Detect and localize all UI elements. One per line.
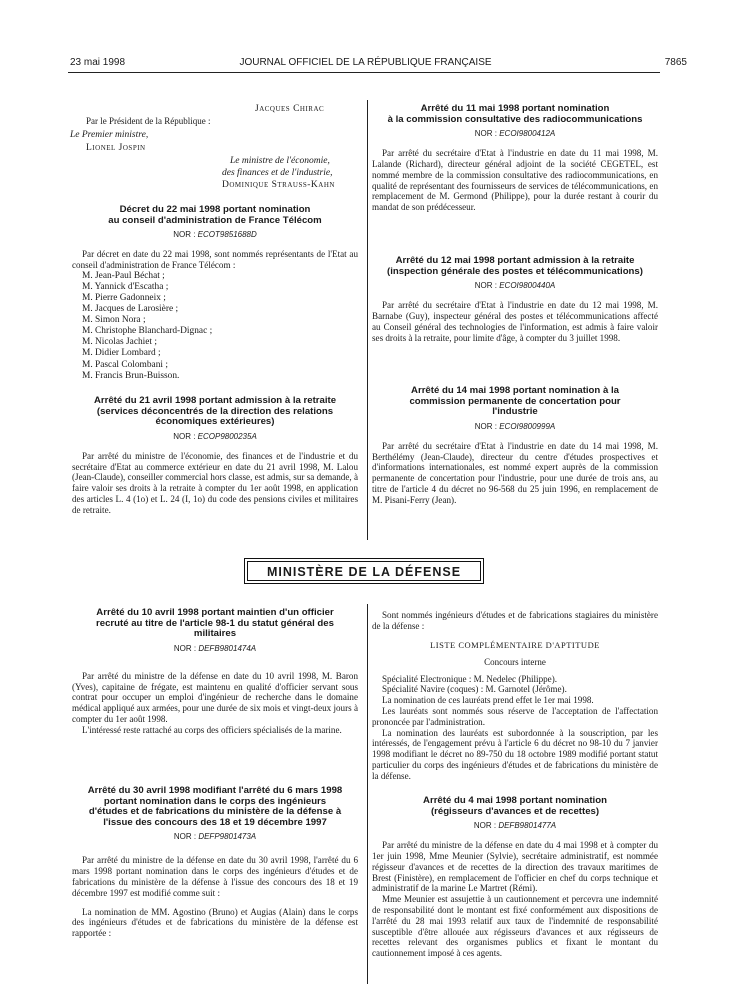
signature-president: Jacques Chirac <box>255 104 325 114</box>
arrete12-text: Par arrêté du secrétaire d'Etat à l'industrie en date du 12 mai 1998, M. Barnabe (Guy), inspecteur général des postes et télécommunications affecté au Conseil général des technologies de l'information, est admis à faire valoir ses droits à la retraite, pour limite d'âge, à compter du 3 juillet 1998. <box>372 300 658 343</box>
nor-code: DEFP9801473A <box>198 832 257 842</box>
header-page-number: 7865 <box>664 57 687 68</box>
arrete12-nor <box>372 281 658 290</box>
signature-minister-title-1: Le ministre de l'économie, <box>230 156 330 166</box>
liste-complementaire-heading: LISTE COMPLÉMENTAIRE D'APTITUDE <box>430 639 600 650</box>
arrete4-text-1: Par arrêté du ministre de la défense en date du 4 mai 1998 et à compter du 1er juin 1998, Mme Meunier (Sylvie), secrétaire administratif, est nommée régisseur d'avances et de recettes de la direction des travaux maritimes de Brest (Finistère), en remplacement de l'officier en chef du corps technique et administratif de la marine Le Martret (Rémi). <box>372 840 658 894</box>
arrete10-title-3: militaires <box>193 628 237 640</box>
arrete11-title-2: à la commission consultative des radiocommunications <box>387 113 643 125</box>
decret-title-1: Décret du 22 mai 1998 portant nomination <box>119 204 311 215</box>
arrete14-title-3: l'industrie <box>492 406 538 418</box>
arrete30-title-3: d'études et de fabrications du ministère de la défense à <box>88 806 342 818</box>
member-item: M. Simon Nora ; <box>82 315 146 326</box>
arrete30-text-2: La nomination de MM. Agostino (Bruno) et Augias (Alain) dans le corps des ingénieurs d'études et de fabrications du ministère de la défense est rapportée : <box>72 906 358 939</box>
nor-label: NOR : <box>474 421 500 431</box>
nor-code: ECOT9851688D <box>197 230 257 240</box>
ingenieurs-nomination <box>372 610 658 782</box>
ministry-heading-box <box>244 558 484 584</box>
arrete10-title-1: Arrêté du 10 avril 1998 portant maintien d'un officier <box>96 607 334 618</box>
arrete30-title-1: Arrêté du 30 avril 1998 modifiant l'arrêté du 6 mars 1998 <box>87 785 343 796</box>
nor-code: ECOI9800999A <box>499 421 556 431</box>
arrete21-title-2: (services déconcentrés de la direction des relations <box>96 405 334 417</box>
arrete11-text: Par arrêté du secrétaire d'Etat à l'industrie en date du 11 mai 1998, M. Lalande (Richard), directeur général adjoint de la société CEGETEL, est nommé membre de la commission consultative des radiocommunications, en qualité de représentant des fournisseurs de services de télécommunications, en remplacement de M. Germond (Philippe), pour la durée restant à courir du mandat de son prédécesseur. <box>372 148 658 213</box>
ingenieurs-engagement: La nomination des lauréats est subordonnée à la souscription, par les intéressés, de l'engagement prévu à l'article 6 du décret no 98-10 du 7 janvier 1998 modifiant le décret no 89-750 du 18 octobre 1989 modifié portant statut particulier du corps des ingénieurs d'études et de fabrications du ministère de la défense. <box>372 727 658 781</box>
member-item: M. Didier Lombard ; <box>82 348 161 359</box>
arrete30-text-1: Par arrêté du ministre de la défense en date du 30 avril 1998, l'arrêté du 6 mars 1998 portant nomination dans le corps des ingénieurs d'études et de fabrications du ministère de la défense à l'issue des concours des 18 et 19 décembre 1997 est modifié comme suit : <box>72 855 358 898</box>
arrete21-nor <box>72 432 358 441</box>
concours-interne-heading: Concours interne <box>484 656 546 667</box>
arrete10-text-2: L'intéressé reste rattaché au corps des officiers spécialisés de la marine. <box>82 724 342 735</box>
nor-code: ECOI9800440A <box>499 281 556 291</box>
arrete-14-mai <box>372 386 658 506</box>
arrete14-nor <box>372 422 658 431</box>
specialite-navire: Spécialité Navire (coques) : M. Garnotel (Jérôme). <box>382 684 567 695</box>
arrete10-nor <box>72 644 358 653</box>
member-item: M. Pierre Gadonneix ; <box>82 292 166 303</box>
arrete-12-mai <box>372 256 658 343</box>
ingenieurs-reserve: Les lauréats sont nommés sous réserve de l'acceptation de l'affectation prononcée par l'administration. <box>372 705 658 727</box>
arrete21-title-3: économiques extérieures) <box>155 416 275 428</box>
decret-france-telecom <box>72 205 358 382</box>
arrete10-title-2: recruté au titre de l'article 98-1 du statut général des <box>96 617 334 629</box>
arrete11-title-1: Arrêté du 11 mai 1998 portant nomination <box>420 103 610 114</box>
arrete30-title-2: portant nomination dans le corps des ingénieurs <box>103 795 327 807</box>
arrete21-text: Par arrêté du ministre de l'économie, des finances et de l'industrie et du secrétaire d'Etat au commerce extérieur en date du 21 avril 1998, M. Lalou (Jean-Claude), conseiller commercial hors classe, est admis, sur sa demande, à faire valoir ses droits à la retraite à compter du 1er août 1998, en application des articles L. 4 (1o) et L. 24 (I, 1o) du code des pensions civiles et militaires de retraite. <box>72 450 358 515</box>
arrete12-title-1: Arrêté du 12 mai 1998 portant admission à la retraite <box>395 255 635 266</box>
nor-label: NOR : <box>474 281 500 291</box>
nor-label: NOR : <box>474 129 500 139</box>
nor-code: ECOP9800235A <box>197 431 257 441</box>
arrete4-title-1: Arrêté du 4 mai 1998 portant nomination <box>423 795 607 806</box>
member-item: M. Jean-Paul Béchat ; <box>82 270 165 281</box>
column-divider-bottom <box>367 604 368 984</box>
arrete21-title-1: Arrêté du 21 avril 1998 portant admission à la retraite <box>93 395 337 406</box>
arrete-30-avril <box>72 786 358 939</box>
member-item: M. Christophe Blanchard-Dignac ; <box>82 326 213 337</box>
arrete14-text: Par arrêté du secrétaire d'Etat à l'industrie en date du 14 mai 1998, M. Berthélémy (Jean-Claude), directeur du centre d'études prospectives et d'informations internationales, est nommé expert auprès de la commission permanente de concertation pour l'industrie, pour une durée de trois ans, au titre de l'article 4 du décret no 96-568 du 25 juin 1996, en remplacement de M. Pisani-Ferry (Jean). <box>372 440 658 505</box>
member-item: M. Yannick d'Escatha ; <box>82 281 169 292</box>
nor-code: DEFB9801477A <box>498 821 557 831</box>
signature-minister-title-2: des finances et de l'industrie, <box>222 168 333 178</box>
arrete-21-avril <box>72 396 358 516</box>
member-item: M. Pascal Colombani ; <box>82 359 168 370</box>
nor-label: NOR : <box>173 230 198 240</box>
arrete30-title-4: l'issue des concours des 18 et 19 décembre 1997 <box>103 816 327 828</box>
member-item: M. Jacques de Larosière ; <box>82 304 179 315</box>
arrete14-title-1: Arrêté du 14 mai 1998 portant nomination à la <box>411 385 619 396</box>
arrete10-text-1: Par arrêté du ministre de la défense en date du 10 avril 1998, M. Baron (Yves), capitaine de frégate, est maintenu en qualité d'officier servant sous contrat pour occuper un emploi d'ingénieur de recherche dans le domaine médical appliqué aux armées, pour une durée de six mois et vingt-deux jours à compter du 1er août 1998. <box>72 670 358 724</box>
nor-label: NOR : <box>473 821 499 831</box>
signature-minister-name: Dominique Strauss-Kahn <box>222 180 335 190</box>
arrete4-title-2: (régisseurs d'avances et de recettes) <box>430 805 600 817</box>
specialite-electronique: Spécialité Electronique : M. Nedelec (Philippe). <box>382 673 557 684</box>
nor-label: NOR : <box>173 431 198 441</box>
arrete-11-mai <box>372 104 658 213</box>
signature-par-president: Par le Président de la République : <box>86 116 211 126</box>
nor-code: ECOI9800412A <box>499 129 556 139</box>
ministry-heading: MINISTÈRE DE LA DÉFENSE <box>266 565 462 579</box>
decret-nor <box>72 230 358 239</box>
arrete-10-avril <box>72 608 358 736</box>
signature-pm-name: Lionel Jospin <box>86 143 146 153</box>
arrete14-title-2: commission permanente de concertation pour <box>409 395 621 407</box>
arrete11-nor <box>372 129 658 138</box>
decret-title-2: au conseil d'administration de France Télécom <box>108 214 322 226</box>
member-item: M. Francis Brun-Buisson. <box>82 370 180 381</box>
running-header <box>0 57 731 71</box>
header-date: 23 mai 1998 <box>70 57 126 68</box>
column-divider-top <box>367 100 368 540</box>
signature-pm-title: Le Premier ministre, <box>70 130 149 140</box>
arrete12-title-2: (inspection générale des postes et télécommunications) <box>387 265 643 277</box>
arrete30-nor <box>72 832 358 841</box>
arrete-4-mai <box>372 796 658 959</box>
arrete4-nor <box>372 821 658 830</box>
nor-code: DEFB9801474A <box>198 643 257 653</box>
arrete4-text-2: Mme Meunier est assujettie à un cautionnement et percevra une indemnité de responsabilité dont le montant est fixé conformément aux dispositions de l'arrêté du 28 mai 1993 relatif aux taux de l'indemnité de responsabilité susceptible d'être allouée aux régisseurs d'avances et aux régisseurs de recettes relevant des organismes publics et fixant le montant du cautionnement imposé à ces agents. <box>372 894 658 959</box>
member-list <box>72 271 358 382</box>
header-journal: JOURNAL OFFICIEL DE LA RÉPUBLIQUE FRANÇAISE <box>239 57 492 68</box>
nor-label: NOR : <box>173 832 199 842</box>
member-item: M. Nicolas Jachiet ; <box>82 337 157 348</box>
decret-intro: Par décret en date du 22 mai 1998, sont nommés représentants de l'Etat au conseil d'administration de France Télécom : <box>72 249 358 270</box>
ingenieurs-intro: Sont nommés ingénieurs d'études et de fabrications stagiaires du ministère de la défense : <box>372 610 658 631</box>
header-rule <box>68 72 660 73</box>
nor-label: NOR : <box>173 643 199 653</box>
ingenieurs-effet: La nomination de ces lauréats prend effet le 1er mai 1998. <box>382 695 594 706</box>
